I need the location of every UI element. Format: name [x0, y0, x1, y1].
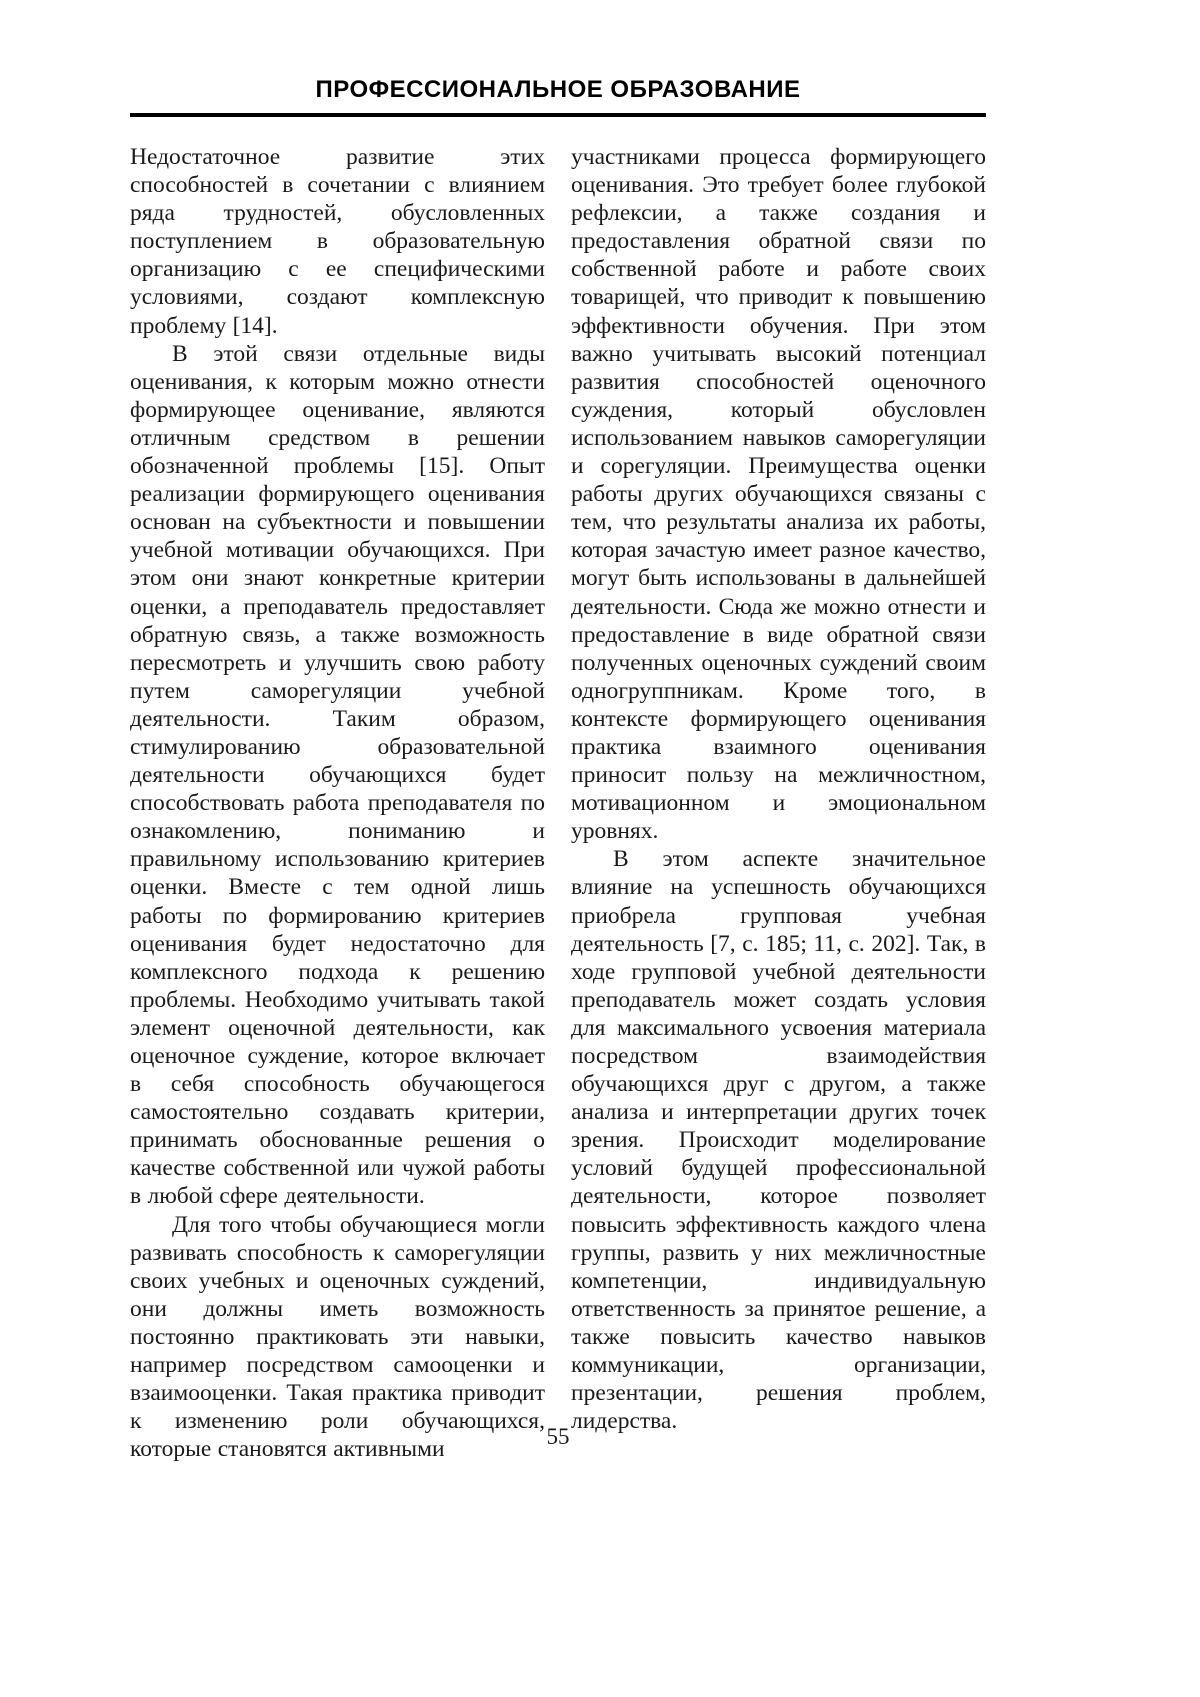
header-rule [130, 113, 986, 117]
paragraph: В этом аспекте значительное влияние на успешность обучающихся приобрела групповая учебная деятельность [7, с. 185; 11, с. 202]. Так, в ходе групповой учебной деятельности преподаватель может создать условия для максимального усвоения материала посредством взаимодействия обучающихся друг с другом, а также анализа и интерпретации других точек зрения. Происходит моделирование условий будущей профессиональной деятельности, которое позволяет повысить эффективность каждого члена группы, развить у них межличностные компетенции, индивидуальную ответственность за принятое решение, а также повысить качество навыков коммуникации, организации, презентации, решения проблем, лидерства. [571, 846, 986, 1435]
paragraph: В этой связи отдельные виды оценивания, к которым можно отнести формирующее оценивание, являются отличным средством в решении обозначенной проблемы [15]. Опыт реализации формирующего оценивания основан на субъектности и повышении учебной мотивации обучающихся. При этом они знают конкретные критерии оценки, а преподаватель предоставляет обратную связь, а также возможность пересмотреть и улучшить свою работу путем саморегуляции учебной деятельности. Таким образом, стимулированию образовательной деятельности обучающихся будет способствовать работа преподавателя по ознакомлению, пониманию и правильному использованию критериев оценки. Вместе с тем одной лишь работы по формированию критериев оценивания будет недостаточно для комплексного подхода к решению проблемы. Необходимо учитывать такой элемент оценочной деятельности, как оценочное суждение, которое включает в себя способность обучающегося самостоятельно создавать критерии, принимать обоснованные решения о качестве собственной или чужой работы в любой сфере деятельности. [130, 340, 545, 1210]
page-number: 55 [546, 1424, 570, 1449]
content-area [130, 0, 986, 1463]
paragraph: Для того чтобы обучающиеся могли развивать способность к саморегуляции своих учебных и оценочных суждений, они должны иметь возможность постоянно практиковать эти навыки, например посредством самооценки и взаимооценки. Такая практика приводит к изменению роли обучающихся, которые становятся активными [130, 1211, 545, 1463]
left-column [130, 143, 545, 1463]
paragraph: Недостаточное развитие этих способностей в сочетании с влиянием ряда трудностей, обусловленных поступлением в образовательную организацию с ее специфическими условиями, создают комплексную проблему [14]. [130, 144, 545, 339]
two-column-text [130, 143, 986, 1463]
running-head: ПРОФЕССИОНАЛЬНОЕ ОБРАЗОВАНИЕ [315, 76, 801, 103]
paragraph: участниками процесса формирующего оценивания. Это требует более глубокой рефлексии, а также создания и предоставления обратной связи по собственной работе и работе своих товарищей, что приводит к повышению эффективности обучения. При этом важно учитывать высокий потенциал развития способностей оценочного суждения, который обусловлен использованием навыков саморегуляции и сорегуляции. Преимущества оценки работы других обучающихся связаны с тем, что результаты анализа их работы, которая зачастую имеет разное качество, могут быть использованы в дальнейшей деятельности. Сюда же можно отнести и предоставление в виде обратной связи полученных оценочных суждений своим одногруппникам. Кроме того, в контексте формирующего оценивания практика взаимного оценивания приносит пользу на межличностном, мотивационном и эмоциональном уровнях. [571, 144, 986, 845]
right-column [571, 143, 986, 1463]
